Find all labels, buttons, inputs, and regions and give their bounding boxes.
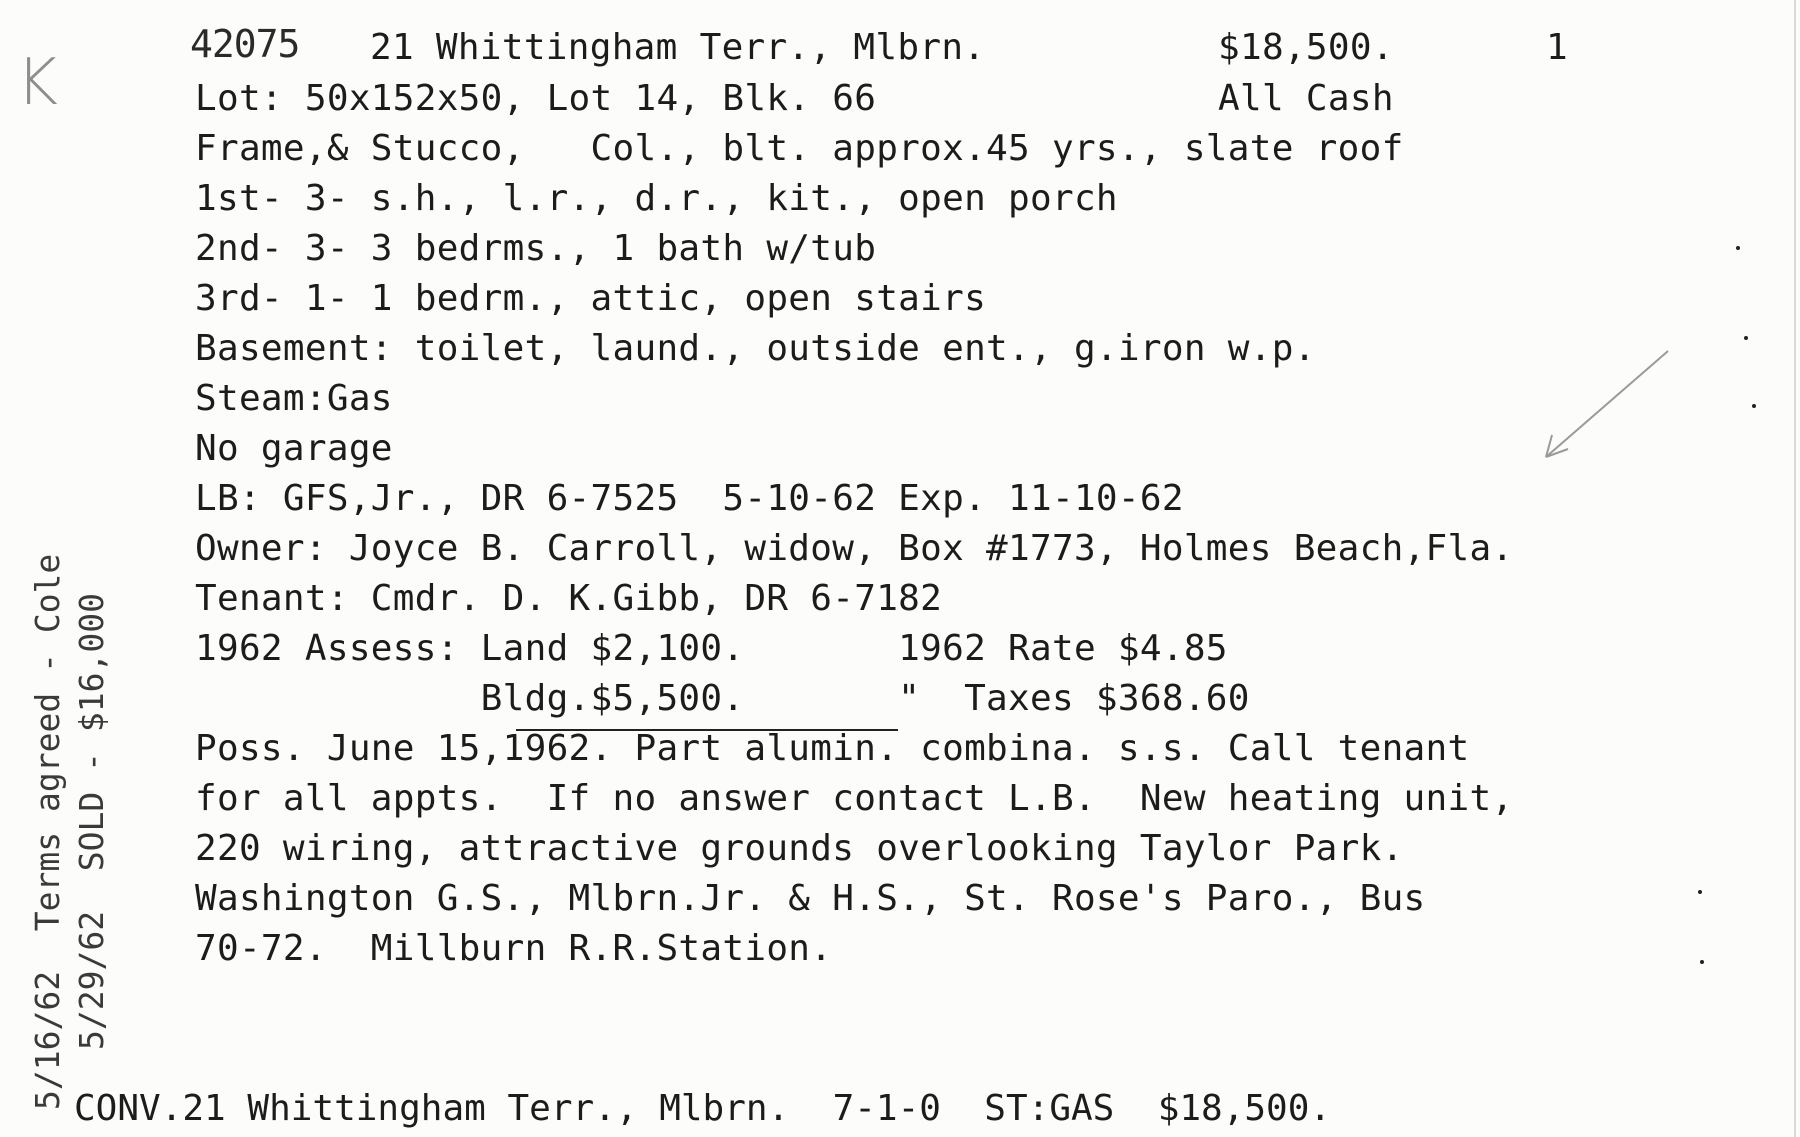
corner-mark: K bbox=[16, 46, 58, 120]
line-heat: Steam:Gas bbox=[195, 378, 393, 419]
line-features: 220 wiring, attractive grounds overlooking Taylor Park. bbox=[195, 828, 1404, 869]
line-third-floor: 3rd- 1- 1 bedrm., attic, open stairs bbox=[195, 278, 987, 319]
header-count: 1 bbox=[1546, 27, 1568, 68]
speck bbox=[1744, 336, 1748, 340]
line-tenant: Tenant: Cmdr. D. K.Gibb, DR 6-7182 bbox=[195, 578, 943, 619]
line-first-floor: 1st- 3- s.h., l.r., d.r., kit., open porch bbox=[195, 178, 1118, 219]
footer-summary: CONV.21 Whittingham Terr., Mlbrn. 7-1-0 ST:GAS $18,500. bbox=[74, 1088, 1332, 1129]
card-edge bbox=[1794, 0, 1796, 1137]
line-garage: No garage bbox=[195, 428, 393, 469]
speck bbox=[1736, 246, 1740, 250]
line-lot: Lot: 50x152x50, Lot 14, Blk. 66 bbox=[195, 78, 877, 119]
speck bbox=[1752, 404, 1756, 408]
listing-number: 42075 bbox=[190, 22, 300, 66]
line-station: 70-72. Millburn R.R.Station. bbox=[195, 928, 833, 969]
line-appointments: for all appts. If no answer contact L.B. New heating unit, bbox=[195, 778, 1514, 819]
speck bbox=[1698, 890, 1702, 894]
header-terms: All Cash bbox=[1218, 78, 1394, 119]
line-assess-land: 1962 Assess: Land $2,100. 1962 Rate $4.85 bbox=[195, 628, 1228, 669]
speck bbox=[1700, 960, 1704, 964]
margin-note-terms-agreed: 5/16/62 Terms agreed - Cole bbox=[28, 553, 67, 1110]
header-price: $18,500. bbox=[1218, 27, 1394, 68]
line-listing-broker: LB: GFS,Jr., DR 6-7525 5-10-62 Exp. 11-10-62 bbox=[195, 478, 1184, 519]
line-construction: Frame,& Stucco, Col., blt. approx.45 yrs., slate roof bbox=[195, 128, 1404, 169]
line-possession: Poss. June 15,1962. Part alumin. combina. s.s. Call tenant bbox=[195, 728, 1470, 769]
line-owner: Owner: Joyce B. Carroll, widow, Box #1773, Holmes Beach,Fla. bbox=[195, 528, 1514, 569]
margin-note-sold: 5/29/62 SOLD - $16,000 bbox=[72, 593, 111, 1050]
line-basement: Basement: toilet, laund., outside ent., g.iron w.p. bbox=[195, 328, 1316, 369]
line-second-floor: 2nd- 3- 3 bedrms., 1 bath w/tub bbox=[195, 228, 877, 269]
line-assess-bldg: Bldg.$5,500. " Taxes $368.60 bbox=[195, 678, 1250, 719]
line-schools: Washington G.S., Mlbrn.Jr. & H.S., St. Rose's Paro., Bus bbox=[195, 878, 1426, 919]
pencil-check-icon bbox=[1532, 345, 1672, 465]
header-address: 21 Whittingham Terr., Mlbrn. bbox=[370, 27, 986, 68]
